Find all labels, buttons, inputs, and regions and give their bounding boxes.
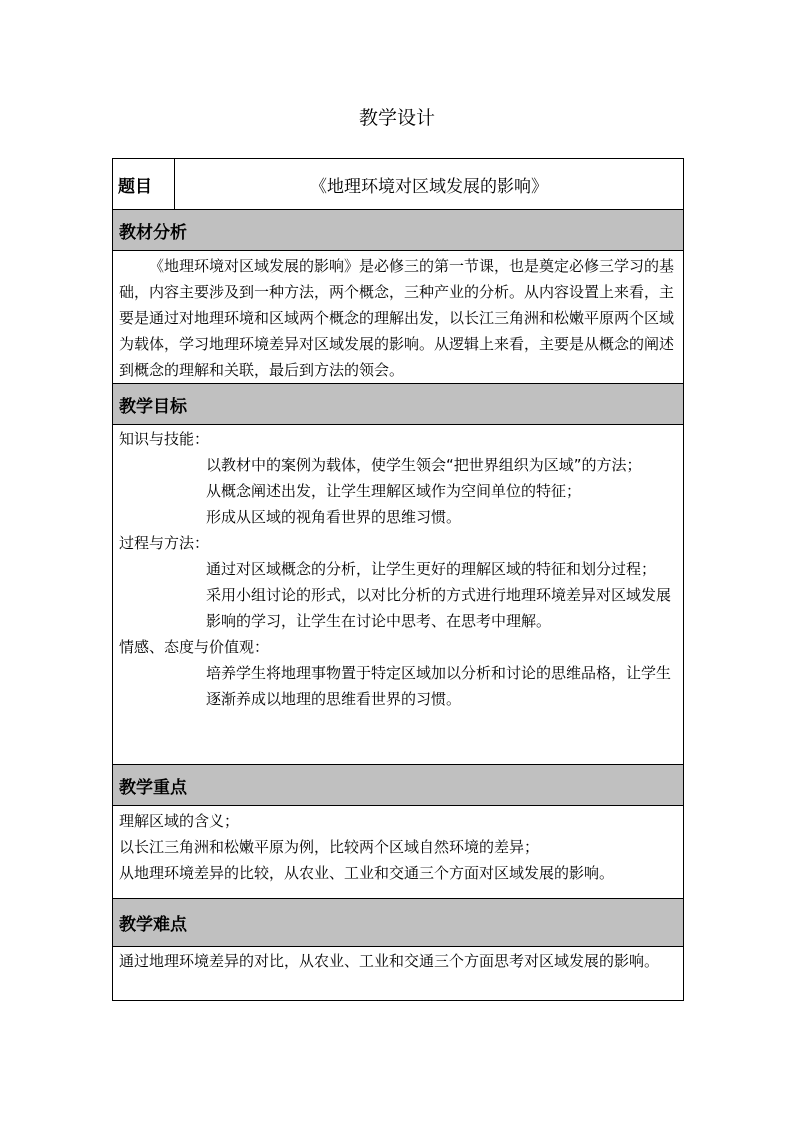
lesson-plan-table [112, 158, 684, 1001]
objective-item: 采用小组讨论的形式，以对比分析的方式进行地理环境差异对区域发展影响的学习，让学生在讨论中思考、在思考中理解。 [206, 586, 672, 630]
key-points-header: 教学重点 [113, 765, 684, 806]
key-points-header-row [113, 765, 684, 806]
teaching-objectives-header-row [113, 384, 684, 425]
knowledge-title: 知识与技能： [119, 430, 210, 448]
objective-item: 从概念阐述出发，让学生理解区域作为空间单位的特征； [206, 482, 582, 500]
teaching-objectives-header: 教学目标 [113, 384, 684, 425]
objective-item: 通过对区域概念的分析，让学生更好的理解区域的特征和划分过程； [206, 560, 657, 578]
material-analysis-text: 《地理环境对区域发展的影响》是必修三的第一节课，也是奠定必修三学习的基础，内容主要涉及到一种方法，两个概念，三种产业的分析。从内容设置上来看，主要是通过对地理环境和区域两个概念的理解出发，以长江三角洲和松嫩平原两个区域为载体，学习地理环境差异对区域发展的影响。从逻辑上来看，主要是从概念的阐述到概念的理解和关联，最后到方法的领会。 [119, 257, 675, 379]
objective-item: 形成从区域的视角看世界的思维习惯。 [206, 508, 462, 526]
teaching-objectives-body-row [113, 425, 684, 765]
key-point-line: 从地理环境差异的比较，从农业、工业和交通三个方面对区域发展的影响。 [119, 864, 615, 882]
topic-label: 题目 [113, 159, 175, 210]
difficulties-text: 通过地理环境差异的对比，从农业、工业和交通三个方面思考对区域发展的影响。 [119, 952, 660, 970]
topic-value: 《地理环境对区域发展的影响》 [175, 159, 684, 210]
difficulties-header-row [113, 899, 684, 947]
teaching-objectives-body [113, 425, 684, 765]
difficulties-body-row [113, 947, 684, 1001]
material-analysis-body [113, 251, 684, 384]
key-points-body [113, 806, 684, 899]
process-title: 过程与方法： [119, 534, 210, 552]
key-point-line: 理解区域的含义； [119, 812, 240, 830]
material-analysis-header: 教材分析 [113, 210, 684, 251]
material-analysis-header-row [113, 210, 684, 251]
page-title: 教学设计 [358, 107, 435, 129]
objective-item: 培养学生将地理事物置于特定区域加以分析和讨论的思维品格，让学生逐渐养成以地理的思维看世界的习惯。 [206, 664, 672, 708]
objective-item: 以教材中的案例为载体，使学生领会“把世界组织为区域”的方法； [206, 456, 642, 474]
topic-row [113, 159, 684, 210]
difficulties-body [113, 947, 684, 1001]
key-point-line: 以长江三角洲和松嫩平原为例，比较两个区域自然环境的差异； [119, 838, 540, 856]
difficulties-header: 教学难点 [113, 899, 684, 947]
emotion-title: 情感、态度与价值观： [119, 638, 270, 656]
key-points-body-row [113, 806, 684, 899]
material-analysis-body-row [113, 251, 684, 384]
